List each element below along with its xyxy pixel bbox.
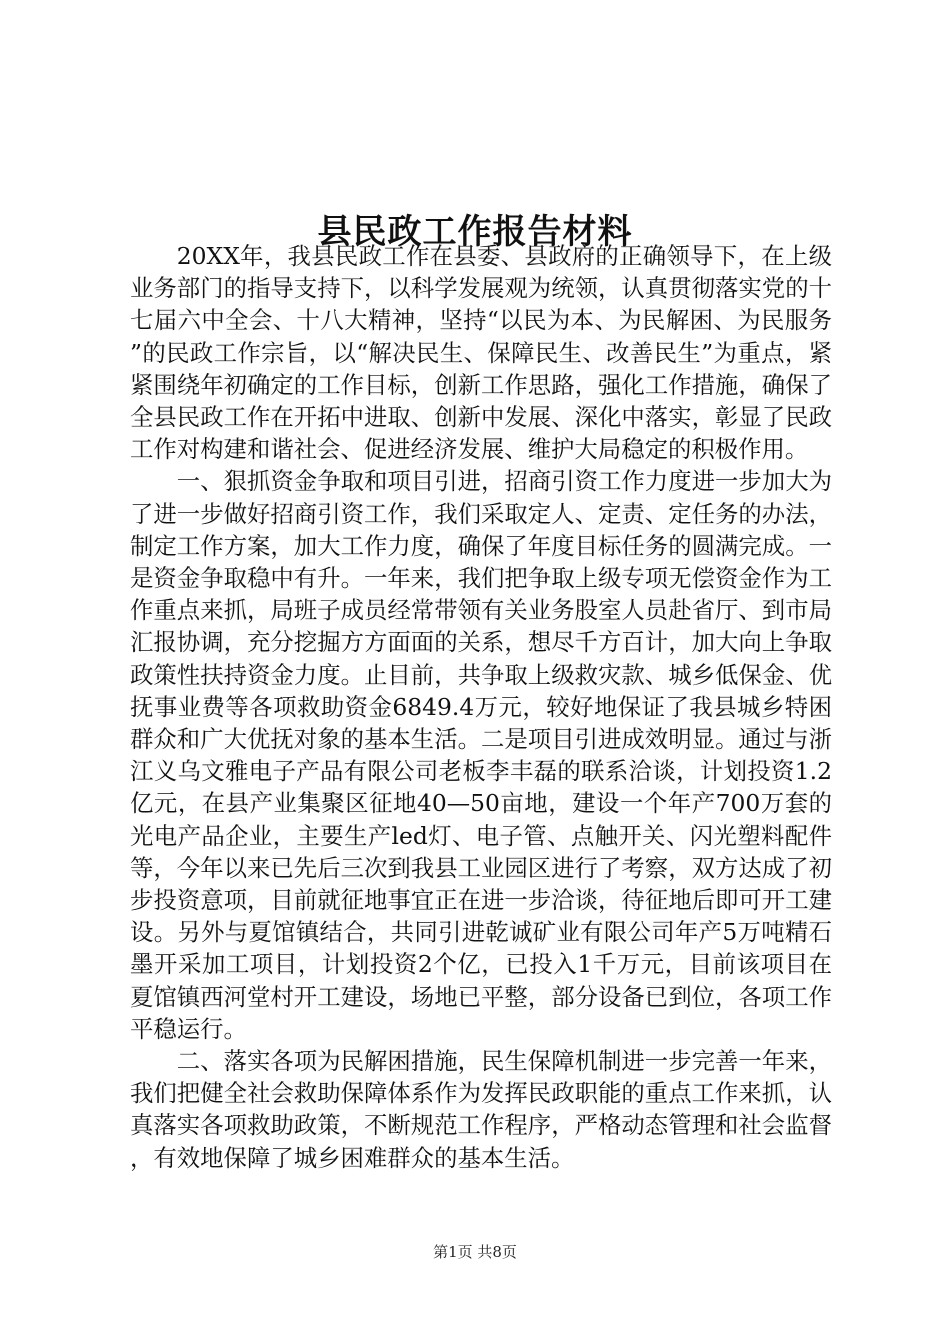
paragraph-section-2: 二、落实各项为民解困措施，民生保障机制进一步完善一年来，我们把健全社会救助保障体系作为发挥民政职能的重点工作来抓，认真落实各项救助政策，不断规范工作程序，严格动态管理和社会监督，有效地保障了城乡困难群众的基本生活。 <box>130 1047 832 1172</box>
document-body <box>130 240 832 1174</box>
document-title: 县民政工作报告材料 <box>317 211 633 252</box>
paragraph-section-1: 一、狠抓资金争取和项目引进，招商引资工作力度进一步加大为了进一步做好招商引资工作，我们采取定人、定责、定任务的办法，制定工作方案，加大工作力度，确保了年度目标任务的圆满完成。一是资金争取稳中有升。一年来，我们把争取上级专项无偿资金作为工作重点来抓，局班子成员经常带领有关业务股室人员赴省厅、到市局汇报协调，充分挖掘方方面面的关系，想尽千方百计，加大向上争取政策性扶持资金力度。止目前，共争取上级救灾款、城乡低保金、优抚事业费等各项救助资金6849.4万元，较好地保证了我县城乡特困群众和广大优抚对象的基本生活。二是项目引进成效明显。通过与浙江义乌文雅电子产品有限公司老板李丰磊的联系洽谈，计划投资1.2亿元，在县产业集聚区征地40—50亩地，建设一个年产700万套的光电产品企业，主要生产led灯、电子管、点触开关、闪光塑料配件等，今年以来已先后三次到我县工业园区进行了考察，双方达成了初步投资意项，目前就征地事宜正在进一步洽谈，待征地后即可开工建设。另外与夏馆镇结合，共同引进乾诚矿业有限公司年产5万吨精石墨开采加工项目，计划投资2个亿，已投入1千万元，目前该项目在夏馆镇西河堂村开工建设，场地已平整，部分设备已到位，各项工作平稳运行。 <box>130 467 832 1043</box>
page-footer: 第1页 共8页 <box>433 1243 517 1261</box>
paragraph-intro: 20XX年，我县民政工作在县委、县政府的正确领导下，在上级业务部门的指导支持下，以科学发展观为统领，认真贯彻落实党的十七届六中全会、十八大精神，坚持“以民为本、为民解困、为民服务”的民政工作宗旨，以“解决民生、保障民生、改善民生”为重点，紧紧围绕年初确定的工作目标，创新工作思路，强化工作措施，确保了全县民政工作在开拓中进取、创新中发展、深化中落实，彰显了民政工作对构建和谐社会、促进经济发展、维护大局稳定的积极作用。 <box>130 242 832 464</box>
